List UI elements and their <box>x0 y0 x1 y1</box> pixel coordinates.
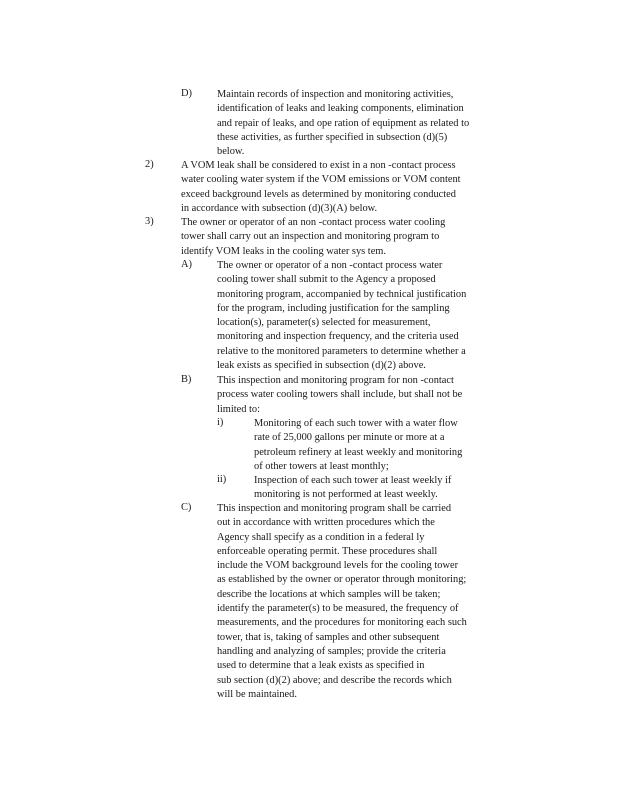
text-line: petroleum refinery at least weekly and monitoring <box>254 446 463 458</box>
text-line: include the VOM background levels for the cooling tower <box>217 560 459 572</box>
text-line: process water cooling towers shall include, but shall not be <box>217 389 463 401</box>
text-line: enforceable operating permit. These procedures shall <box>217 545 438 557</box>
text-line: rate of 25,000 gallons per minute or more at a <box>254 432 445 444</box>
text-line: out in accordance with written procedures which the <box>217 517 435 529</box>
text-line: monitoring and inspection frequency, and the criteria used <box>217 331 459 343</box>
text-line: cooling tower shall submit to the Agency a proposed <box>217 274 436 286</box>
item-label: C) <box>181 502 192 513</box>
item-text <box>181 216 445 259</box>
text-line: identification of leaks and leaking components, elimination <box>217 103 464 115</box>
text-line: identify VOM leaks in the cooling water sys tem. <box>181 245 386 257</box>
text-line: handling and analyzing of samples; provide the criteria <box>217 645 446 657</box>
item-text <box>217 259 466 373</box>
text-line: monitoring program, accompanied by technical justification <box>217 288 467 300</box>
text-line: This inspection and monitoring program shall be carried <box>217 503 452 514</box>
text-line: for the program, including justification for the sampling <box>217 302 450 314</box>
text-line: Agency shall specify as a condition in a federal ly <box>217 531 425 543</box>
item-text <box>217 374 462 417</box>
text-line: water cooling water system if the VOM emissions or VOM content <box>181 174 461 186</box>
text-line: exceed background levels as determined by monitoring conducted <box>181 188 456 200</box>
text-line: sub section (d)(2) above; and describe the records which <box>217 674 452 686</box>
text-line: limited to: <box>217 403 261 415</box>
item-label: ii) <box>217 474 227 485</box>
text-line: in accordance with subsection (d)(3)(A) below. <box>181 202 378 214</box>
item-label: D) <box>181 88 192 99</box>
text-line: identify the parameter(s) to be measured, the frequency of <box>217 603 459 615</box>
text-line: will be maintained. <box>217 688 297 700</box>
item-text <box>217 88 469 159</box>
text-line: used to determine that a leak exists as specified in <box>217 660 425 672</box>
text-line: relative to the monitored parameters to determine whether a <box>217 345 466 357</box>
text-line: below. <box>217 146 245 158</box>
text-line: tower shall carry out an inspection and monitoring program to <box>181 231 440 243</box>
text-line: leak exists as specified in subsection (d)(2) above. <box>217 360 426 372</box>
text-line: Maintain records of inspection and monitoring activities, <box>217 89 454 100</box>
item-label: B) <box>181 374 192 385</box>
item-label: i) <box>217 417 224 428</box>
item-text <box>181 159 461 216</box>
text-line: describe the locations at which samples will be taken; <box>217 588 441 600</box>
text-line: Inspection of each such tower at least weekly if <box>254 475 452 486</box>
text-line: location(s), parameter(s) selected for measurement, <box>217 317 431 329</box>
text-line: these activities, as further specified in subsection (d)(5) <box>217 131 448 143</box>
text-line: as established by the owner or operator through monitoring; <box>217 574 467 586</box>
item-text <box>254 417 462 474</box>
text-line: and repair of leaks, and ope ration of equipment as related to <box>217 117 470 129</box>
text-line: The owner or operator of a non -contact process water <box>217 260 443 271</box>
item-text <box>254 474 451 503</box>
text-line: monitoring is not performed at least weekly. <box>254 489 438 501</box>
text-line: This inspection and monitoring program for non -contact <box>217 375 454 386</box>
text-line: Monitoring of each such tower with a water flow <box>254 418 458 429</box>
item-label: A) <box>181 259 192 270</box>
text-line: of other towers at least monthly; <box>254 460 389 472</box>
item-text <box>217 502 467 702</box>
item-label: 2) <box>145 159 154 170</box>
text-line: measurements, and the procedures for monitoring each such <box>217 617 467 629</box>
text-line: A VOM leak shall be considered to exist in a non -contact process <box>181 160 456 171</box>
text-line: tower, that is, taking of samples and other subsequent <box>217 631 440 643</box>
text-line: The owner or operator of an non -contact process water cooling <box>181 217 446 228</box>
item-label: 3) <box>145 216 154 227</box>
